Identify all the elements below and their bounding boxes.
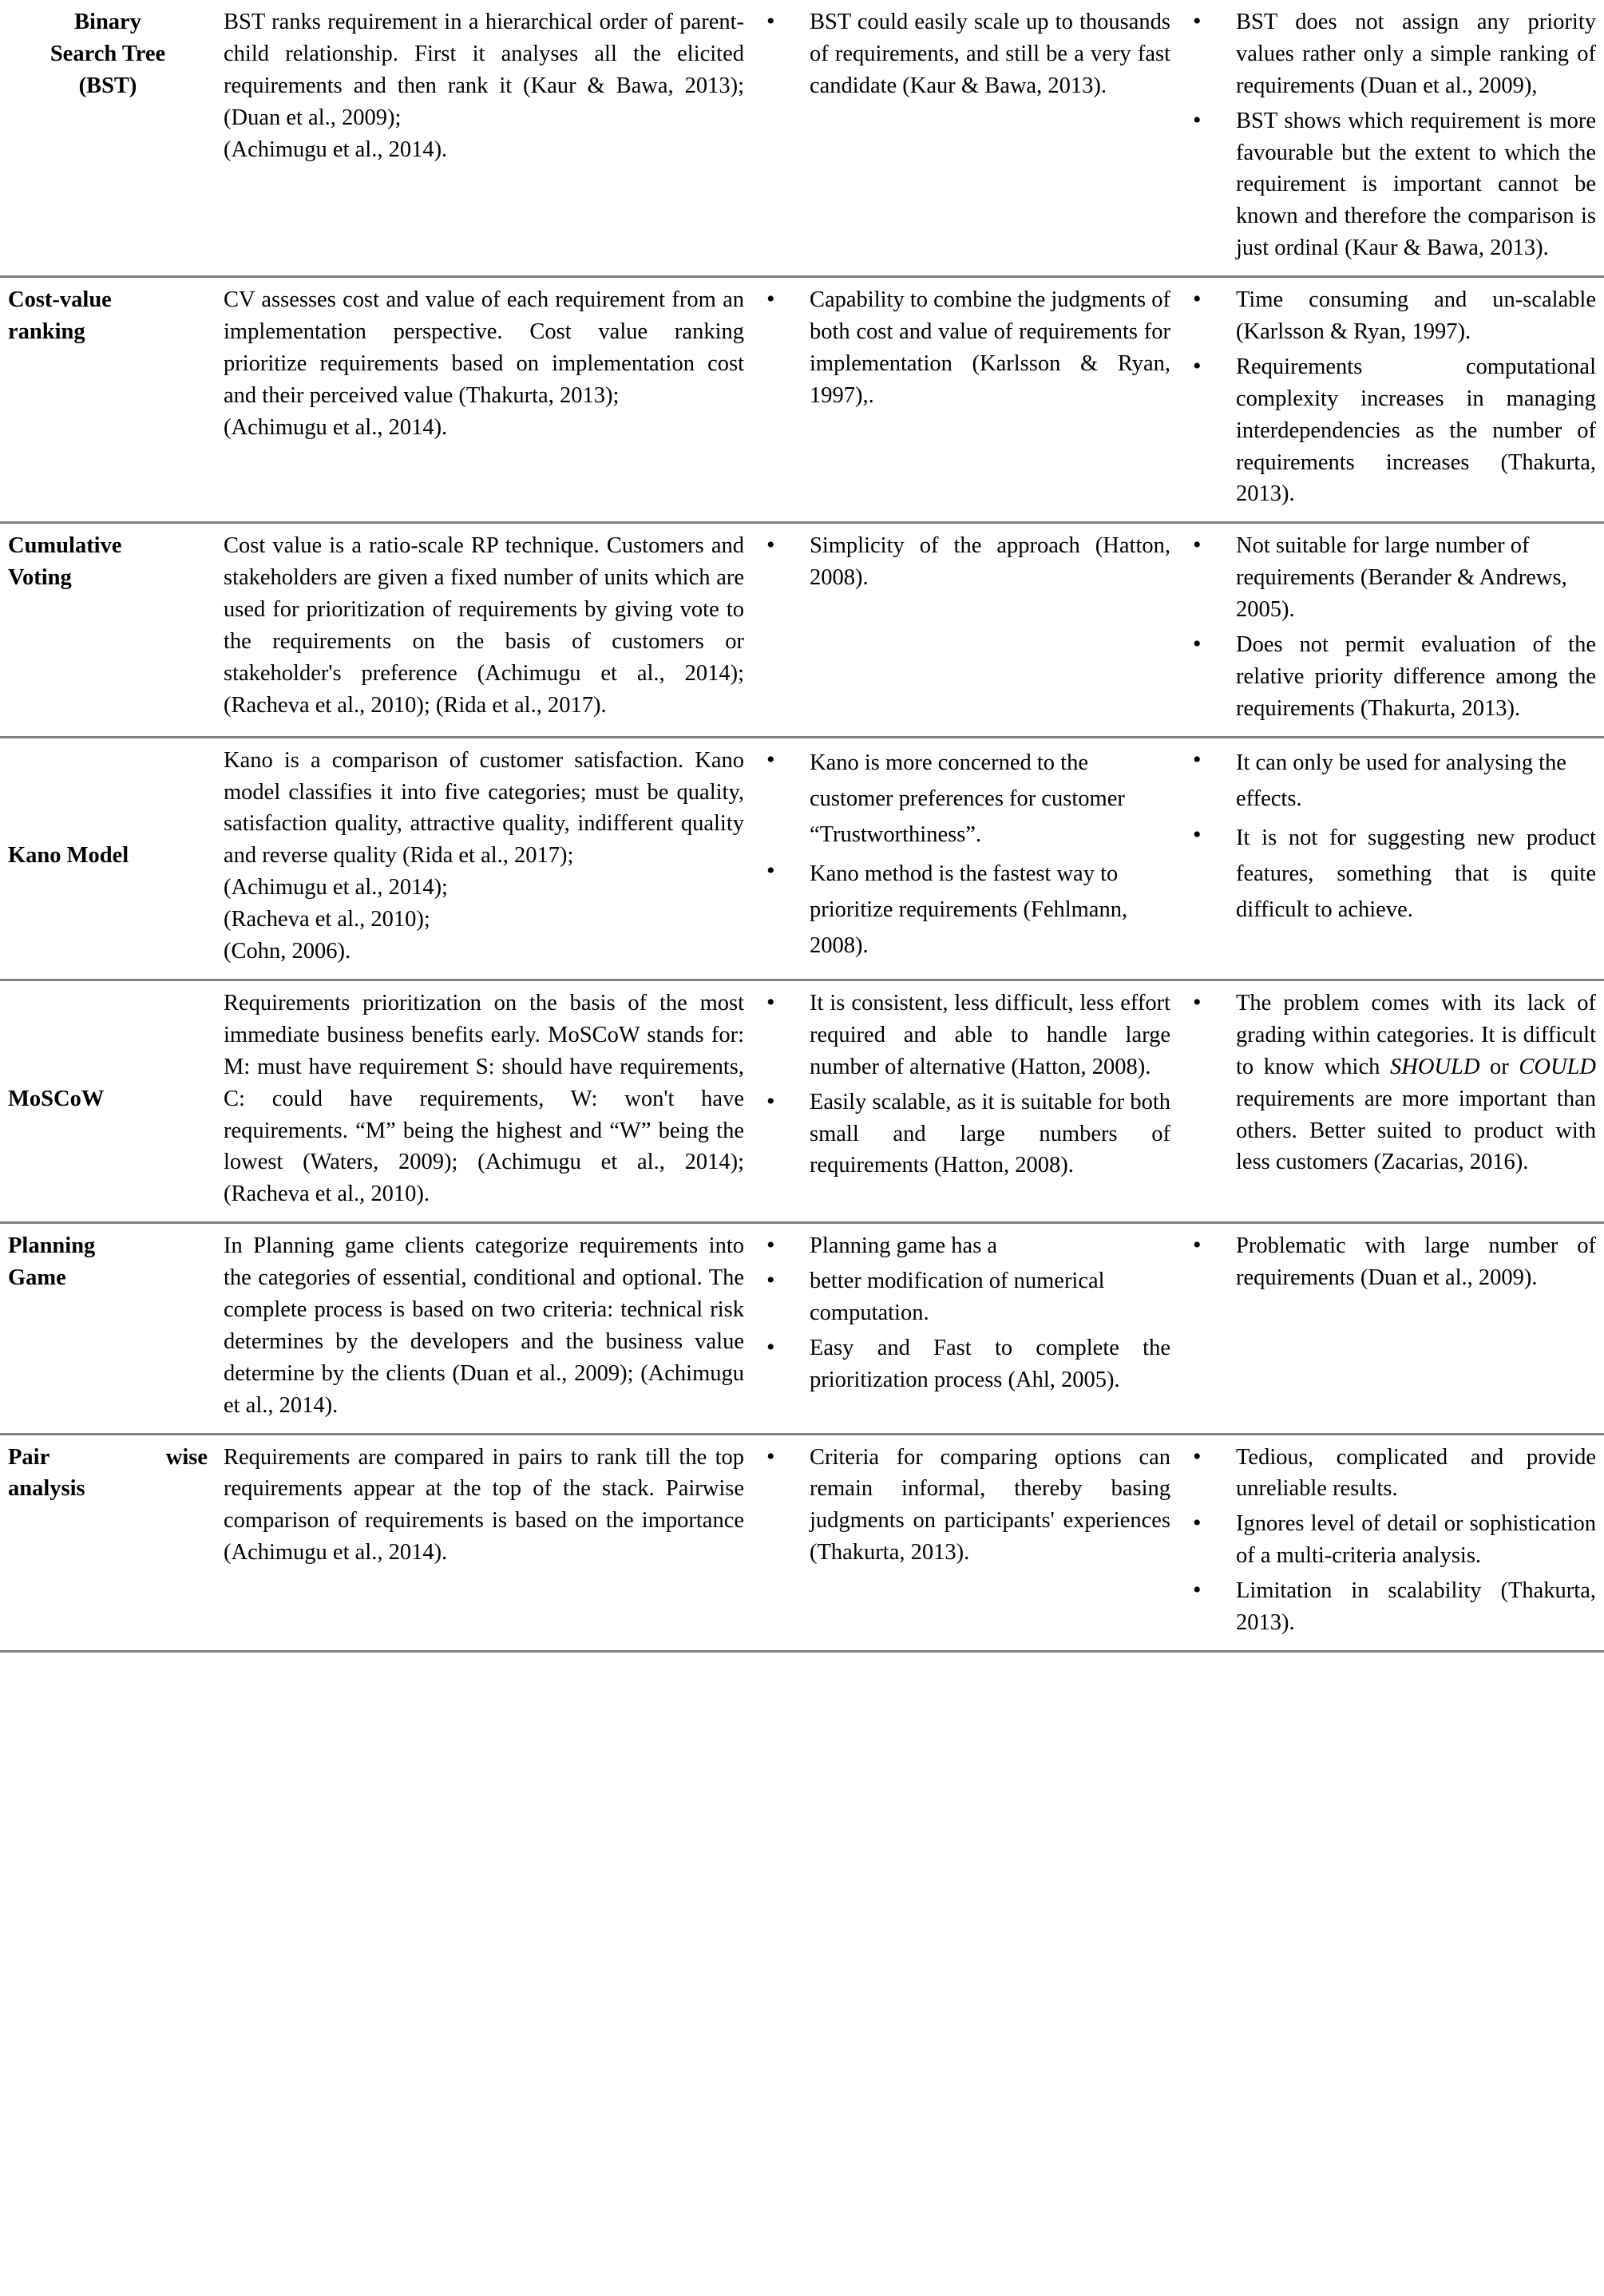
disadvantages-cell <box>1178 277 1604 523</box>
technique-description-cell <box>216 737 752 980</box>
table-row <box>0 737 1604 980</box>
technique-name-cell <box>0 1434 216 1651</box>
technique-name-line: Cumulative <box>8 533 122 559</box>
list-item: • Time consuming and un-scalable (Karlsson & Ryan, 1997). <box>1186 284 1596 348</box>
advantages-cell <box>752 523 1178 737</box>
technique-name-cell <box>0 0 216 277</box>
advantages-cell <box>752 1434 1178 1651</box>
description-paragraph: (Racheva et al., 2010); <box>224 907 430 932</box>
technique-name-line: Planning <box>8 1233 96 1259</box>
list-item: • Tedious, complicated and provide unreliable results. <box>1186 1442 1596 1506</box>
description-paragraph: (Achimugu et al., 2014). <box>224 414 448 440</box>
list-item: • It is consistent, less difficult, less effort required and able to handle large number of alternative (Hatton, 2008). <box>760 988 1170 1083</box>
technique-name-line: analysis <box>8 1476 85 1502</box>
list-item: • Does not permit evaluation of the relative priority difference among the requirements (Thakurta, 2013). <box>1186 629 1596 725</box>
advantages-cell <box>752 980 1178 1222</box>
disadvantages-list <box>1186 1230 1596 1294</box>
list-item: • BST does not assign any priority values rather only a simple ranking of requirements (Duan et al., 2009), <box>1186 6 1596 102</box>
list-item: • better modification of numerical computation. <box>760 1265 1170 1329</box>
description-paragraph: (Cohn, 2006). <box>224 939 351 964</box>
advantages-list <box>760 745 1170 964</box>
technique-name-cell <box>0 737 216 980</box>
advantages-list <box>760 530 1170 594</box>
list-item: • Easily scalable, as it is suitable for both small and large numbers of requirements (Hatton, 2008). <box>760 1087 1170 1182</box>
technique-name-line: (BST) <box>78 73 137 98</box>
list-item: • Problematic with large number of requirements (Duan et al., 2009). <box>1186 1230 1596 1294</box>
description-paragraph: (Achimugu et al., 2014); <box>224 875 448 901</box>
disadvantages-list <box>1186 284 1596 510</box>
technique-description-cell <box>216 0 752 277</box>
disadvantages-cell <box>1178 1434 1604 1651</box>
list-item: • Kano is more concerned to the customer preferences for customer “Trustworthiness”. <box>760 745 1170 853</box>
technique-name-line: Kano Model <box>8 843 129 869</box>
advantages-list <box>760 6 1170 102</box>
technique-description-cell <box>216 523 752 737</box>
disadvantages-list <box>1186 1442 1596 1639</box>
disadvantages-list <box>1186 988 1596 1178</box>
technique-name-line: Pair wise <box>8 1444 208 1470</box>
description-paragraph: Requirements are compared in pairs to rank till the top requirements appear at the top of the stack. Pairwise comparison of requirements is based on the importance (Achimugu et al., 2014). <box>224 1444 744 1566</box>
technique-description-cell <box>216 277 752 523</box>
list-item: • The problem comes with its lack of grading within categories. It is difficult to know which SHOULD or COULD requirements are more important than others. Better suited to product with less customers (Zacarias, 2016). <box>1186 988 1596 1178</box>
description-paragraph: CV assesses cost and value of each requirement from an implementation perspective. Cost value ranking prioritize requirements based on implementation cost and their perceived value (Thakurta, 2013); <box>224 287 744 408</box>
list-item: • BST could easily scale up to thousands of requirements, and still be a very fast candidate (Kaur & Bawa, 2013). <box>760 6 1170 102</box>
table-row <box>0 980 1604 1222</box>
advantages-cell <box>752 0 1178 277</box>
technique-description-cell <box>216 1434 752 1651</box>
advantages-cell <box>752 737 1178 980</box>
list-item: • Planning game has a <box>760 1230 1170 1262</box>
advantages-cell <box>752 1223 1178 1434</box>
advantages-list <box>760 988 1170 1182</box>
table-row <box>0 277 1604 523</box>
description-paragraph: Cost value is a ratio-scale RP technique. Customers and stakeholders are given a fixed number of units which are used for prioritization of requirements by giving vote to the requirements on the basis of customers or stakeholder's preference (Achimugu et al., 2014); (Racheva et al., 2010); (Rida et al., 2017). <box>224 533 744 718</box>
list-item: • Requirements computational complexity increases in managing interdependencies as the number of requirements increases (Thakurta, 2013). <box>1186 351 1596 510</box>
list-item: • Capability to combine the judgments of both cost and value of requirements for implementation (Karlsson & Ryan, 1997),. <box>760 284 1170 412</box>
table-row <box>0 0 1604 277</box>
disadvantages-cell <box>1178 737 1604 980</box>
technique-name-cell <box>0 980 216 1222</box>
technique-description-cell <box>216 980 752 1222</box>
technique-name-line: Voting <box>8 565 72 591</box>
description-paragraph: BST ranks requirement in a hierarchical order of parent-child relationship. First it analyses all the elicited requirements and then rank it (Kaur & Bawa, 2013); (Duan et al., 2009); <box>224 10 744 130</box>
technique-name-line: Binary <box>74 10 141 34</box>
list-item: • Easy and Fast to complete the prioritization process (Ahl, 2005). <box>760 1332 1170 1396</box>
list-item: • Not suitable for large number of requirements (Berander & Andrews, 2005). <box>1186 530 1596 626</box>
table-row <box>0 1434 1604 1651</box>
list-item: • Ignores level of detail or sophistication of a multi-criteria analysis. <box>1186 1508 1596 1572</box>
description-paragraph: (Achimugu et al., 2014). <box>224 137 448 162</box>
list-item: • It can only be used for analysing the effects. <box>1186 745 1596 817</box>
list-item: • BST shows which requirement is more favourable but the extent to which the requirement is important cannot be known and therefore the comparison is just ordinal (Kaur & Bawa, 2013). <box>1186 105 1596 264</box>
technique-name-line: Search Tree <box>50 41 166 66</box>
description-paragraph: Kano is a comparison of customer satisfaction. Kano model classifies it into five categories; must be quality, satisfaction quality, attractive quality, indifferent quality and reverse quality (Rida et al., 2017); <box>224 747 744 869</box>
disadvantages-list <box>1186 530 1596 724</box>
list-item: • It is not for suggesting new product features, something that is quite difficult to achieve. <box>1186 820 1596 928</box>
disadvantages-cell <box>1178 523 1604 737</box>
disadvantages-cell <box>1178 980 1604 1222</box>
table-row <box>0 1223 1604 1434</box>
technique-name-cell <box>0 523 216 737</box>
description-paragraph: Requirements prioritization on the basis of the most immediate business benefits early. MoSCoW stands for: M: must have requirement S: should have requirements, C: could have requirements, W: won't have requirements. “M” being the highest and “W” being the lowest (Waters, 2009); (Achimugu et al., 2014); (Racheva et al., 2010). <box>224 990 744 1207</box>
technique-name-line: MoSCoW <box>8 1086 105 1111</box>
technique-name-line: Cost-value <box>8 287 112 313</box>
disadvantages-list <box>1186 745 1596 928</box>
table-row <box>0 523 1604 737</box>
advantages-list <box>760 1442 1170 1570</box>
list-item: • Kano method is the fastest way to prioritize requirements (Fehlmann, 2008). <box>760 856 1170 964</box>
advantages-list <box>760 1230 1170 1395</box>
disadvantages-list <box>1186 6 1596 264</box>
list-item: • Simplicity of the approach (Hatton, 2008). <box>760 530 1170 594</box>
technique-description-cell <box>216 1223 752 1434</box>
disadvantages-cell <box>1178 0 1604 277</box>
advantages-list <box>760 284 1170 412</box>
technique-name-cell <box>0 277 216 523</box>
technique-name-line: Game <box>8 1265 66 1291</box>
list-item: • Limitation in scalability (Thakurta, 2013). <box>1186 1575 1596 1639</box>
disadvantages-cell <box>1178 1223 1604 1434</box>
list-item: • Criteria for comparing options can remain informal, thereby basing judgments on participants' experiences (Thakurta, 2013). <box>760 1442 1170 1570</box>
advantages-cell <box>752 277 1178 523</box>
technique-name-cell <box>0 1223 216 1434</box>
technique-name-line: ranking <box>8 319 85 345</box>
description-paragraph: In Planning game clients categorize requirements into the categories of essential, conditional and optional. The complete process is based on two criteria: technical risk determines by the developers and the business value determine by the clients (Duan et al., 2009); (Achimugu et al., 2014). <box>224 1233 744 1418</box>
